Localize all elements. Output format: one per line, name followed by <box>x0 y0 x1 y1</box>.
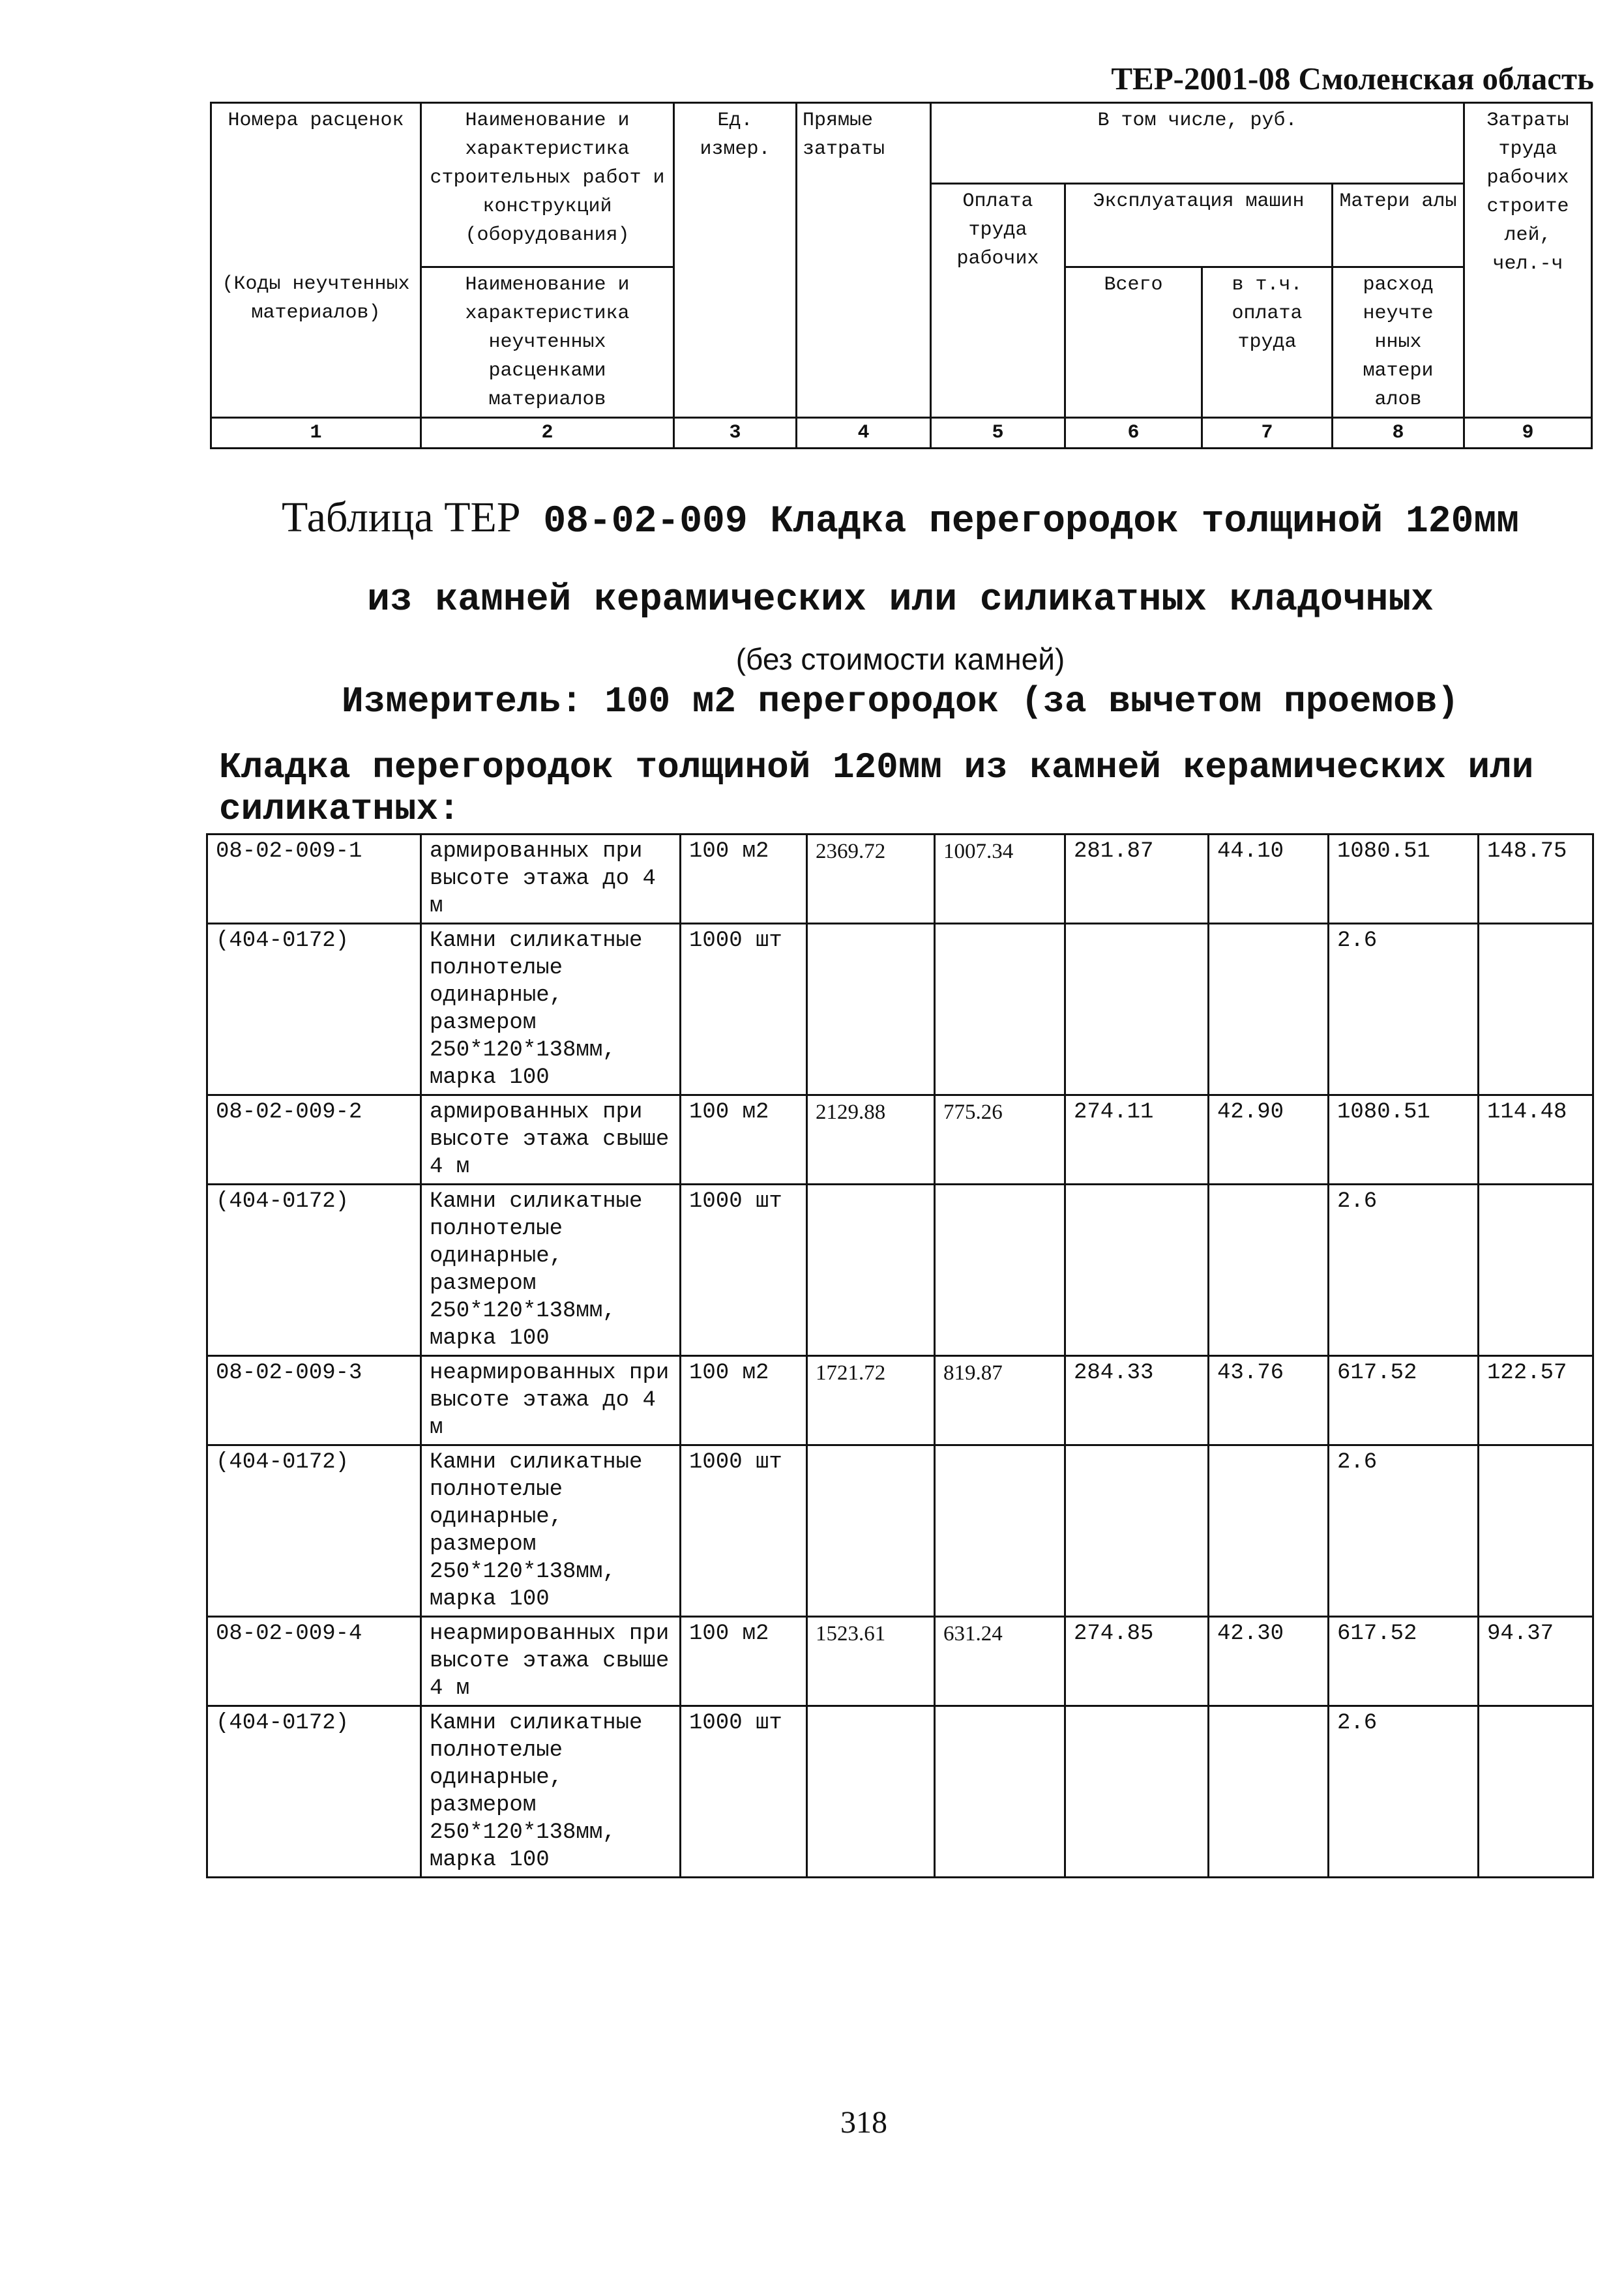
title-table-number: 08-02-009 Кладка перегородок толщиной 120мм <box>543 501 1520 543</box>
labor-hours-cell <box>1479 1706 1593 1878</box>
labor-hours-cell <box>1479 924 1593 1095</box>
rates-table-body <box>207 835 1593 1878</box>
hdr-machines-labor: в т.ч. оплата труда <box>1202 267 1333 418</box>
col-number: 7 <box>1202 418 1333 449</box>
machines-total-cell: 274.85 <box>1065 1617 1209 1706</box>
section-title: Кладка перегородок толщиной 120мм из камней керамических или силикатных: <box>219 746 1534 830</box>
work-name-cell: Камни силикатные полнотелые одинарные, размером 250*120*138мм, марка 100 <box>421 924 681 1095</box>
col-number: 9 <box>1464 418 1592 449</box>
work-name-cell: Камни силикатные полнотелые одинарные, размером 250*120*138мм, марка 100 <box>421 1706 681 1878</box>
col-number: 8 <box>1333 418 1464 449</box>
labor-pay-cell: 631.24 <box>935 1617 1065 1706</box>
hdr-work-name: Наименование и характеристика строительных работ и конструкций (оборудования) <box>421 103 674 267</box>
direct-costs-cell <box>807 1706 935 1878</box>
table-row <box>207 1185 1593 1356</box>
work-name-cell: армированных при высоте этажа свыше 4 м <box>421 1095 681 1185</box>
column-header-table <box>210 102 1593 449</box>
title-line-2: из камней керамических или силикатных кладочных <box>367 579 1434 621</box>
machines-total-cell <box>1065 1445 1209 1617</box>
table-row <box>207 1356 1593 1445</box>
hdr-direct-costs: Прямые затраты <box>797 103 931 418</box>
labor-pay-cell: 775.26 <box>935 1095 1065 1185</box>
direct-costs-cell <box>807 1445 935 1617</box>
machines-labor-cell <box>1209 1706 1329 1878</box>
materials-cell: 2.6 <box>1329 1706 1479 1878</box>
hdr-labor-pay: Оплата труда рабочих <box>931 184 1065 418</box>
col-number: 1 <box>211 418 421 449</box>
unit-cell: 1000 шт <box>681 1445 807 1617</box>
table-row <box>207 1706 1593 1878</box>
unit-cell: 1000 шт <box>681 1185 807 1356</box>
machines-total-cell <box>1065 1185 1209 1356</box>
machines-total-cell: 284.33 <box>1065 1356 1209 1445</box>
rate-code-cell: 08-02-009-2 <box>207 1095 421 1185</box>
work-name-cell: Камни силикатные полнотелые одинарные, размером 250*120*138мм, марка 100 <box>421 1185 681 1356</box>
direct-costs-cell: 2129.88 <box>807 1095 935 1185</box>
hdr-material-consumption: расход неучте нных матери алов <box>1333 267 1464 418</box>
col-number: 5 <box>931 418 1065 449</box>
unit-cell: 1000 шт <box>681 1706 807 1878</box>
work-name-cell: неармированных при высоте этажа свыше 4 м <box>421 1617 681 1706</box>
materials-cell: 2.6 <box>1329 924 1479 1095</box>
title-measurement-unit: Измеритель: 100 м2 перегородок (за вычетом проемов) <box>342 681 1459 722</box>
table-row <box>207 924 1593 1095</box>
page-number: 318 <box>840 2105 887 2140</box>
labor-hours-cell: 94.37 <box>1479 1617 1593 1706</box>
title-note: (без стоимости камней) <box>735 642 1065 676</box>
rate-code-cell: 08-02-009-3 <box>207 1356 421 1445</box>
machines-total-cell <box>1065 1706 1209 1878</box>
machines-total-cell <box>1065 924 1209 1095</box>
labor-pay-cell <box>935 1185 1065 1356</box>
hdr-materials: Матери алы <box>1333 184 1464 267</box>
hdr-machines-group: Эксплуатация машин <box>1065 184 1333 267</box>
rates-table <box>206 833 1594 1878</box>
machines-labor-cell <box>1209 924 1329 1095</box>
direct-costs-cell: 1721.72 <box>807 1356 935 1445</box>
machines-labor-cell: 42.90 <box>1209 1095 1329 1185</box>
labor-pay-cell <box>935 924 1065 1095</box>
hdr-including-group: В том числе, руб. <box>931 103 1464 184</box>
machines-labor-cell: 42.30 <box>1209 1617 1329 1706</box>
unit-cell: 100 м2 <box>681 1617 807 1706</box>
labor-pay-cell <box>935 1445 1065 1617</box>
hdr-material-names: Наименование и характеристика неучтенных расценками материалов <box>421 267 674 418</box>
machines-labor-cell: 43.76 <box>1209 1356 1329 1445</box>
table-row <box>207 1617 1593 1706</box>
machines-total-cell: 274.11 <box>1065 1095 1209 1185</box>
work-name-cell: неармированных при высоте этажа до 4 м <box>421 1356 681 1445</box>
machines-total-cell: 281.87 <box>1065 835 1209 924</box>
col-number: 4 <box>797 418 931 449</box>
page-header: ТЕР-2001-08 Смоленская область <box>1111 61 1594 96</box>
materials-cell: 1080.51 <box>1329 835 1479 924</box>
table-row <box>207 1095 1593 1185</box>
hdr-labor-hours: Затраты труда рабочих строите лей, чел.-ч <box>1464 103 1592 418</box>
unit-cell: 100 м2 <box>681 1095 807 1185</box>
materials-cell: 617.52 <box>1329 1356 1479 1445</box>
rate-code-cell: 08-02-009-1 <box>207 835 421 924</box>
title-table-word: Таблица ТЕР <box>281 494 521 541</box>
col-number: 2 <box>421 418 674 449</box>
col-number: 6 <box>1065 418 1202 449</box>
rate-code-cell: (404-0172) <box>207 1185 421 1356</box>
hdr-unit: Ед. измер. <box>674 103 797 418</box>
labor-hours-cell <box>1479 1445 1593 1617</box>
labor-hours-cell <box>1479 1185 1593 1356</box>
labor-hours-cell: 148.75 <box>1479 835 1593 924</box>
table-row <box>207 1445 1593 1617</box>
rate-code-cell: 08-02-009-4 <box>207 1617 421 1706</box>
hdr-machines-total: Всего <box>1065 267 1202 418</box>
rate-code-cell: (404-0172) <box>207 1445 421 1617</box>
machines-labor-cell <box>1209 1185 1329 1356</box>
work-name-cell: армированных при высоте этажа до 4 м <box>421 835 681 924</box>
unit-cell: 1000 шт <box>681 924 807 1095</box>
materials-cell: 617.52 <box>1329 1617 1479 1706</box>
machines-labor-cell: 44.10 <box>1209 835 1329 924</box>
direct-costs-cell <box>807 1185 935 1356</box>
unit-cell: 100 м2 <box>681 1356 807 1445</box>
materials-cell: 1080.51 <box>1329 1095 1479 1185</box>
labor-hours-cell: 114.48 <box>1479 1095 1593 1185</box>
labor-pay-cell: 1007.34 <box>935 835 1065 924</box>
rate-code-cell: (404-0172) <box>207 1706 421 1878</box>
labor-pay-cell <box>935 1706 1065 1878</box>
materials-cell: 2.6 <box>1329 1445 1479 1617</box>
direct-costs-cell: 1523.61 <box>807 1617 935 1706</box>
unit-cell: 100 м2 <box>681 835 807 924</box>
labor-pay-cell: 819.87 <box>935 1356 1065 1445</box>
col-number: 3 <box>674 418 797 449</box>
title-line-1 <box>210 492 1591 548</box>
hdr-material-codes: (Коды неучтенных материалов) <box>211 267 421 418</box>
direct-costs-cell <box>807 924 935 1095</box>
work-name-cell: Камни силикатные полнотелые одинарные, размером 250*120*138мм, марка 100 <box>421 1445 681 1617</box>
direct-costs-cell: 2369.72 <box>807 835 935 924</box>
hdr-rate-numbers: Номера расценок <box>211 103 421 184</box>
table-row <box>207 835 1593 924</box>
labor-hours-cell: 122.57 <box>1479 1356 1593 1445</box>
table-title <box>210 492 1591 725</box>
hdr-rate-numbers-spacer <box>211 184 421 267</box>
machines-labor-cell <box>1209 1445 1329 1617</box>
materials-cell: 2.6 <box>1329 1185 1479 1356</box>
rate-code-cell: (404-0172) <box>207 924 421 1095</box>
